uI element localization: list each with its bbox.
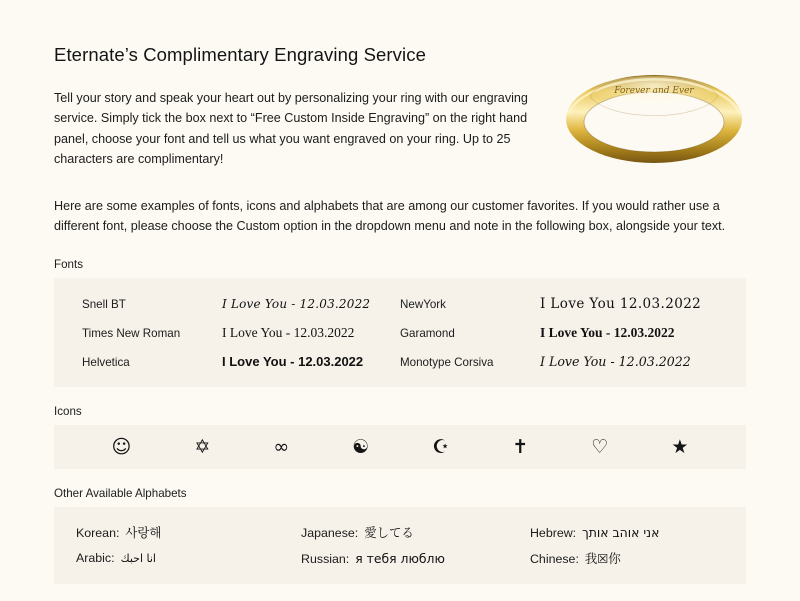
font-row <box>82 318 718 347</box>
cross-icon[interactable]: ✝ <box>512 435 529 458</box>
alphabet-sample: я тебя люблю <box>355 550 445 566</box>
icons-panel <box>54 425 746 469</box>
star-filled-icon[interactable]: ★ <box>671 435 689 458</box>
font-sample: I Love You 12.03.2022 <box>540 295 702 312</box>
icons-section-label: Icons <box>54 405 82 419</box>
font-row <box>82 347 718 376</box>
font-option-times-new-roman[interactable] <box>82 325 400 341</box>
alphabet-option-arabic[interactable] <box>76 551 301 565</box>
font-sample: I Love You - 12.03.2022 <box>222 324 355 340</box>
yin-yang-icon[interactable]: ☯ <box>352 435 370 458</box>
font-sample: I Love You - 12.03.2022 <box>540 354 691 370</box>
alphabets-panel <box>54 507 746 584</box>
font-name: Times New Roman <box>82 326 181 340</box>
font-name: NewYork <box>400 297 446 311</box>
font-option-monotype-corsiva[interactable] <box>400 354 718 369</box>
font-name: Monotype Corsiva <box>400 356 494 370</box>
alphabet-label: Chinese: <box>529 552 579 567</box>
gold-wedding-ring-image <box>554 62 754 172</box>
alphabet-option-russian[interactable] <box>301 551 530 566</box>
smiley-face-icon[interactable]: ☺ <box>111 435 132 458</box>
intro-paragraph-2: Here are some examples of fonts, icons and alphabets that are among our customer favorites. If you would rather use a different font, please choose the Custom option in the dropdown menu and note in the following box, alongside your text. <box>54 198 726 233</box>
alphabet-sample: انا احبك <box>120 552 156 566</box>
alphabet-label: Arabic: <box>76 551 115 566</box>
alphabet-label: Japanese: <box>301 526 359 541</box>
font-option-snell-bt[interactable] <box>82 297 400 311</box>
infinity-icon[interactable]: ∞ <box>273 435 290 458</box>
fonts-panel <box>54 278 746 387</box>
font-name: Helvetica <box>82 356 130 370</box>
alphabet-label: Russian: <box>301 551 350 566</box>
star-of-david-icon[interactable]: ✡ <box>194 435 211 458</box>
alphabet-row <box>76 519 724 545</box>
alphabet-option-hebrew[interactable] <box>530 525 724 540</box>
font-option-newyork[interactable] <box>400 296 718 312</box>
alphabet-sample: 我☒你 <box>584 551 621 567</box>
font-row <box>82 289 718 318</box>
alphabet-option-japanese[interactable] <box>301 523 530 541</box>
font-sample: I Love You - 12.03.2022 <box>222 354 364 370</box>
alphabet-sample: 사랑해 <box>125 525 162 541</box>
intro-paragraph-1: Tell your story and speak your heart out by personalizing your ring with our engraving service. Simply tick the box next to “Free Custom Inside Engraving” on the right hand panel, choose your font and tell us what you want engraved on your ring. Up to 25 characters are complimentary! <box>54 91 528 167</box>
font-name: Snell BT <box>82 297 126 311</box>
fonts-section-label: Fonts <box>54 258 83 272</box>
alphabets-section-label: Other Available Alphabets <box>54 487 187 501</box>
font-option-helvetica[interactable] <box>82 354 400 369</box>
alphabet-option-chinese[interactable] <box>530 549 724 567</box>
alphabet-sample: 愛してる <box>364 525 414 541</box>
alphabet-option-korean[interactable] <box>76 523 301 541</box>
alphabet-label: Hebrew: <box>529 525 577 540</box>
font-sample: I Love You - 12.03.2022 <box>222 296 371 311</box>
font-sample: I Love You - 12.03.2022 <box>540 324 675 340</box>
alphabet-sample: אני אוהב אותך <box>582 524 660 540</box>
star-and-crescent-icon[interactable]: ☪ <box>432 435 450 458</box>
alphabet-label: Korean: <box>76 526 120 541</box>
ring-svg <box>554 62 754 172</box>
alphabet-row <box>76 545 724 571</box>
font-name: Garamond <box>400 326 455 340</box>
ring-engraving-text: Forever and Ever <box>614 86 694 96</box>
heart-outline-icon[interactable]: ♡ <box>591 435 609 458</box>
font-option-garamond[interactable] <box>400 325 718 341</box>
page-title: Eternate’s Complimentary Engraving Service <box>54 44 426 65</box>
